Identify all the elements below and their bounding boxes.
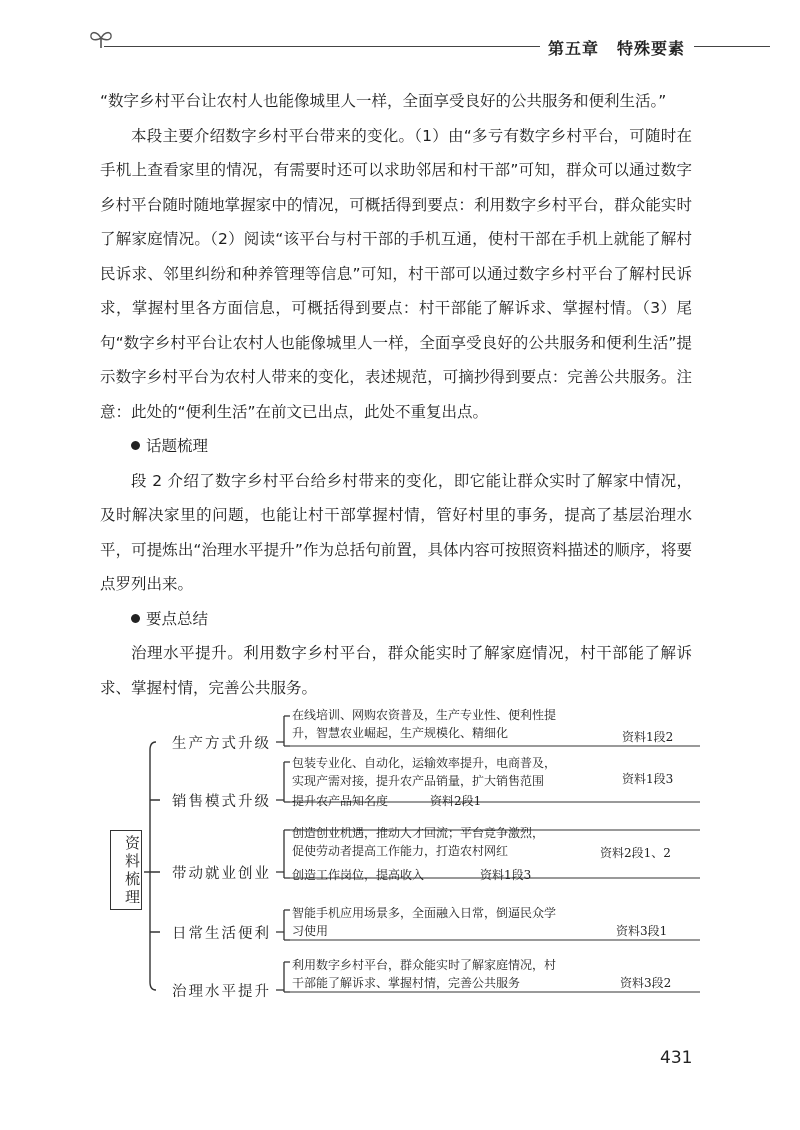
chapter-title: 特殊要素 [617,39,686,58]
main-text [100,84,692,705]
bullet-icon [131,614,140,623]
analysis-paragraph: 本段主要介绍数字乡村平台带来的变化。（1）由“多亏有数字乡村平台，可随时在手机上查看家里的情况，有需要时还可以求助邻居和村干部”可知，群众可以通过数字乡村平台随时随地掌握家中的情况，可概括得到要点：利用数字乡村平台，群众能实时了解家庭情况。（2）阅读“该平台与村干部的手机互通，使村干部在手机上就能了解村民诉求、邻里纠纷和种养管理等信息”可知，村干部可以通过数字乡村平台了解村民诉求，掌握村里各方面信息，可概括得到要点：村干部能了解诉求、掌握村情。（3）尾句“数字乡村平台让农村人也能像城里人一样，全面享受良好的公共服务和便利生活”提示数字乡村平台为农村人带来的变化，表述规范，可摘抄得到要点：完善公共服务。注意：此处的“便利生活”在前文已出点，此处不重复出点。 [100,126,692,421]
leaf-employment-1: 创造创业机遇，推动人才回流；平台竞争激烈， 促使劳动者提高工作能力，打造农村网红 [292,826,545,858]
branch-daily-life: 日常生活便利 [172,926,271,942]
leaf-source: 资料2段1 [430,794,482,808]
branch-production: 生产方式升级 [172,736,271,752]
leaf-source: 资料1段3 [480,868,532,882]
leaf-source: 资料3段2 [620,976,672,990]
root-node: 资料梳理 [110,830,142,910]
chapter-label: 第五章 [548,39,600,58]
leaf-employment-2: 创造工作岗位，提高收入 [292,868,425,882]
page-number: 431 [660,1048,693,1068]
header-rule-left [104,46,540,47]
topic-paragraph: 段 2 介绍了数字乡村平台给乡村带来的变化，即它能让群众实时了解家中情况，及时解决家里的问题，也能让村干部掌握村情，管好村里的事务，提高了基层治理水平，可提炼出“治理水平提升”作为总括句前置，具体内容可按照资料描述的顺序，将要点罗列出来。 [100,471,692,593]
header-rule-right [694,46,770,47]
leaf-source: 资料2段1、2 [600,846,671,860]
summary-paragraph: 治理水平提升。利用数字乡村平台，群众能实时了解家庭情况，村干部能了解诉求、掌握村情，完善公共服务。 [100,644,692,697]
leaf-source: 资料1段2 [622,730,674,744]
running-head [548,36,685,59]
leaf-daily-life-1: 智能手机应用场景多，全面融入日常，倒逼民众学 习使用 [292,906,557,938]
quote-paragraph: “数字乡村平台让农村人也能像城里人一样，全面享受良好的公共服务和便利生活。” [100,92,667,110]
branch-sales: 销售模式升级 [172,794,271,810]
summary-heading: 要点总结 [100,602,692,637]
topic-heading: 话题梳理 [100,429,692,464]
leaf-sales-1: 包装专业化、自动化，运输效率提升，电商普及， 实现产需对接，提升农产品销量，扩大销售范围 [292,756,557,788]
bullet-icon [131,441,140,450]
leaf-source: 资料1段3 [622,772,674,786]
material-tree-diagram [100,700,700,1000]
leaf-sales-2: 提升农产品知名度 [292,794,389,808]
leaf-production-1: 在线培训、网购农资普及，生产专业性、便利性提 升，智慧农业崛起，生产规模化、精细化 [292,708,557,740]
branch-employment: 带动就业创业 [172,866,271,882]
branch-governance: 治理水平提升 [172,984,271,1000]
leaf-governance-1: 利用数字乡村平台，群众能实时了解家庭情况，村 干部能了解诉求、掌握村情，完善公共服务 [292,958,557,990]
leaf-source: 资料3段1 [616,924,668,938]
page-header [0,0,800,70]
